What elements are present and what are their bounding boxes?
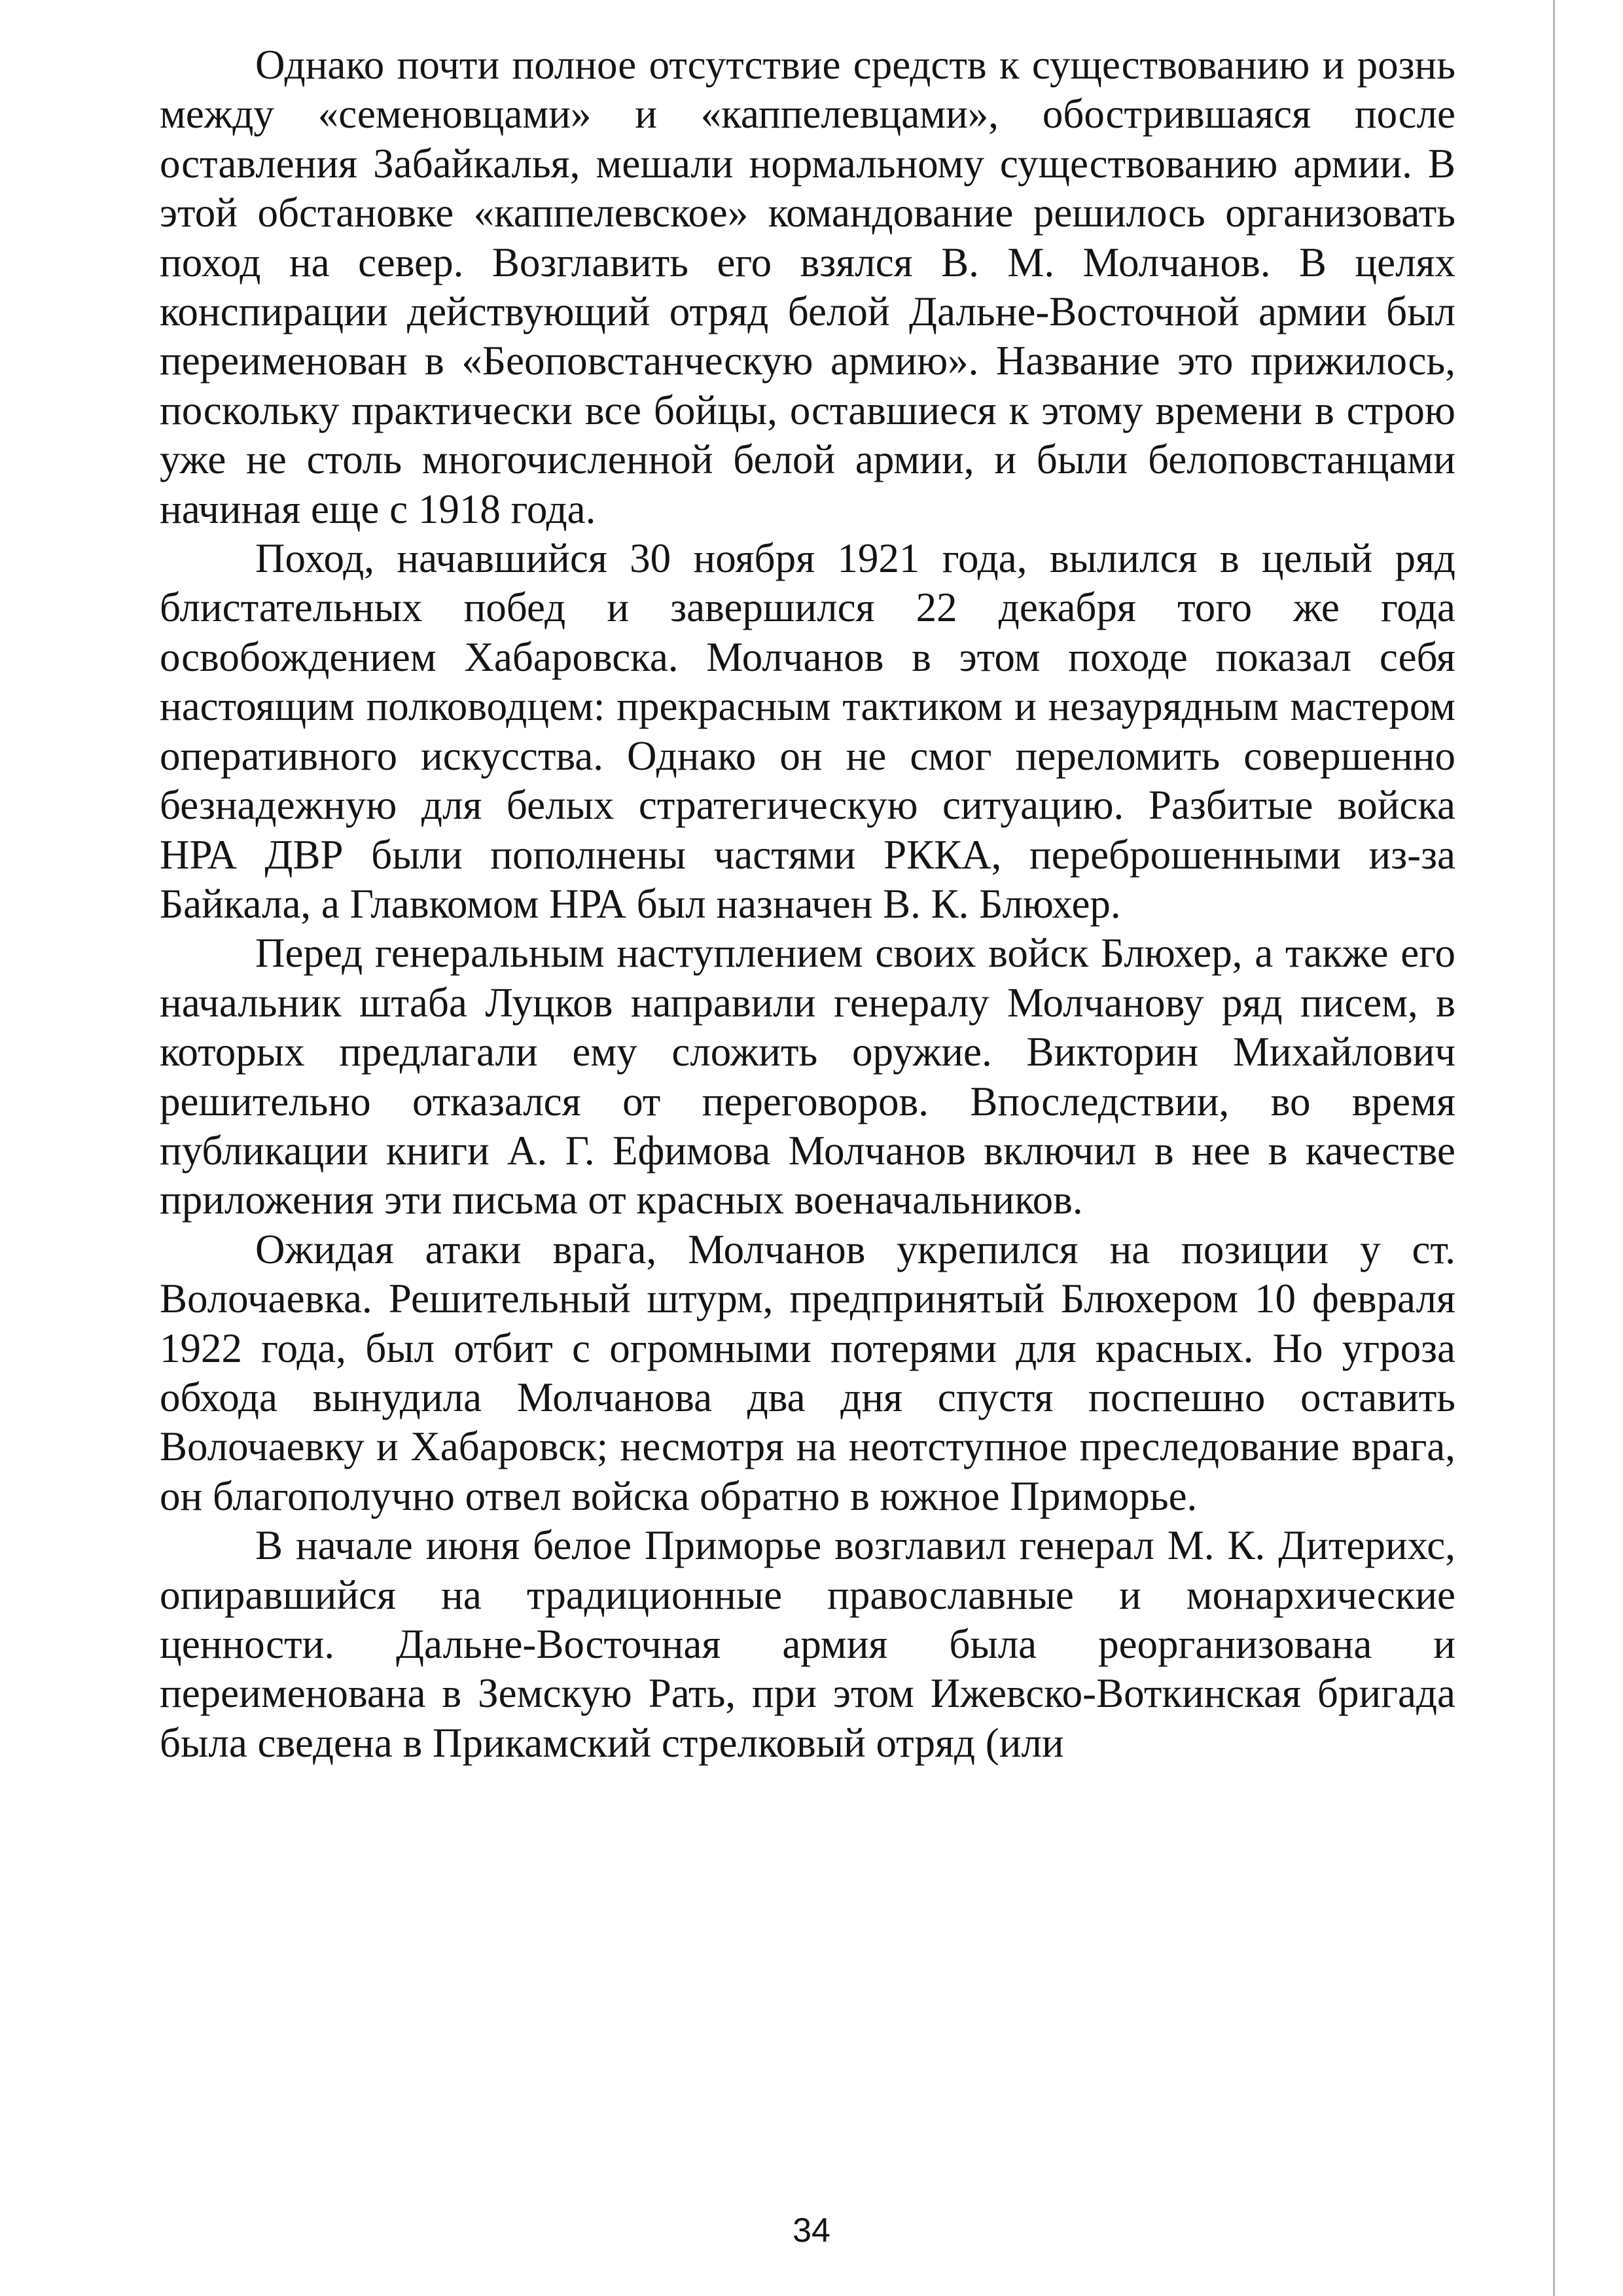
paragraph-1: Однако почти полное отсутствие средств к существованию и рознь между «семеновцами» и «каппелевцами», обострившаяся после оставления Забайкалья, мешали нормальному существованию армии. В этой обстановке «каппелевское» командование решилось организовать поход на север. Возглавить его взялся В. М. Молчанов. В целях конспирации действующий отряд белой Дальне-Восточной армии был переименован в «Беоповстанческую армию». Название это прижилось, поскольку практически все бойцы, оставшиеся к этому времени в строю уже не столь многочисленной белой армии, и были белоповстанцами начиная еще с 1918 года. — [160, 42, 1455, 532]
paragraph-4: Ожидая атаки врага, Молчанов укрепился на позиции у ст. Волочаевка. Решительный штурм, предпринятый Блюхером 10 февраля 1922 года, был отбит с огромными потерями для красных. Но угроза обхода вынудила Молчанова два дня спустя поспешно оставить Волочаевку и Хабаровск; несмотря на неотступное преследование врага, он благополучно отвел войска обратно в южное Приморье. — [160, 1226, 1455, 1519]
page-number: 34 — [793, 2212, 830, 2250]
paragraph-5: В начале июня белое Приморье возглавил генерал М. К. Дитерихс, опиравшийся на традиционные православные и монархические ценности. Дальне-Восточная армия была реорганизована и переименована в Земскую Рать, при этом Ижевско-Воткинская бригада была сведена в Прикамский стрелковый отряд (или — [160, 1522, 1455, 1766]
page-edge-border — [1553, 0, 1555, 2296]
paragraph-3: Перед генеральным наступлением своих войск Блюхер, а также его начальник штаба Луцков направили генералу Молчанову ряд писем, в которых предлагали ему сложить оружие. Викторин Михайлович решительно отказался от переговоров. Впоследствии, во время публикации книги А. Г. Ефимова Молчанов включил в нее в качестве приложения эти письма от красных военачальников. — [160, 930, 1455, 1223]
paragraph-2: Поход, начавшийся 30 ноября 1921 года, вылился в целый ряд блистательных побед и завершился 22 декабря того же года освобождением Хабаровска. Молчанов в этом походе показал себя настоящим полководцем: прекрасным тактиком и незаурядным мастером оперативного искусства. Однако он не смог переломить совершенно безнадежную для белых стратегическую ситуацию. Разбитые войска НРА ДВР были пополнены частями РККА, переброшенными из-за Байкала, а Главкомом НРА был назначен В. К. Блюхер. — [160, 535, 1455, 927]
body-text — [160, 41, 1455, 1768]
